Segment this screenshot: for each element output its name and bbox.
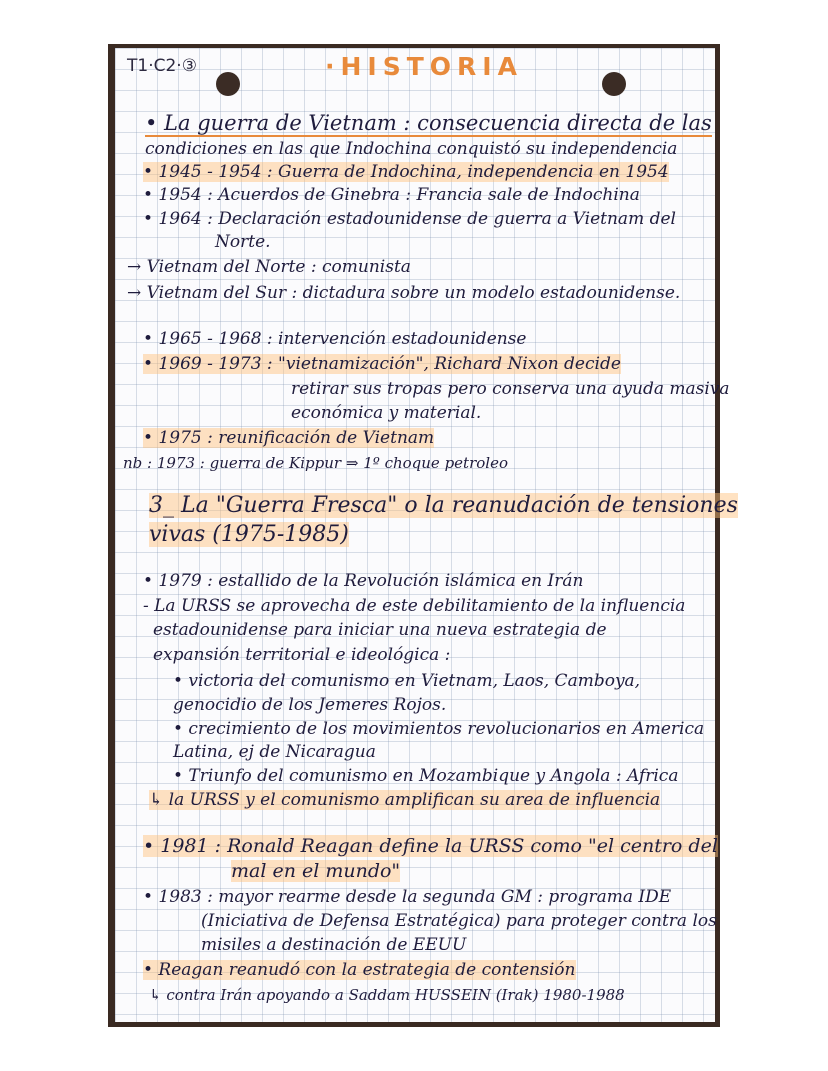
note-line: expansión territorial e ideológica : — [153, 645, 451, 665]
note-line: • 1964 : Declaración estadounidense de guerra a Vietnam del — [143, 209, 676, 229]
notebook-page — [115, 48, 738, 1022]
note-line: → Vietnam del Norte : comunista — [127, 257, 411, 277]
note-line: económica y material. — [291, 403, 482, 423]
note-line: • victoria del comunismo en Vietnam, Laos, Camboya, — [173, 671, 641, 691]
note-line: • 1981 : Ronald Reagan define la URSS como "el centro del — [143, 835, 718, 857]
note-line: ↳ la URSS y el comunismo amplifican su area de influencia — [149, 790, 661, 810]
note-line: • La guerra de Vietnam : consecuencia directa de las — [145, 111, 712, 135]
note-line: condiciones en las que Indochina conquistó su independencia — [145, 139, 678, 159]
note-line: → Vietnam del Sur : dictadura sobre un modelo estadounidense. — [127, 283, 681, 303]
note-line: • 1954 : Acuerdos de Ginebra : Francia sale de Indochina — [143, 185, 640, 205]
note-line: • Triunfo del comunismo en Mozambique y Angola : Africa — [173, 766, 679, 786]
note-line: (Iniciativa de Defensa Estratégica) para proteger contra los — [201, 911, 717, 931]
note-line: • 1965 - 1968 : intervención estadounidense — [143, 329, 527, 349]
section-heading: 3_ La "Guerra Fresca" o la reanudación de tensiones — [149, 493, 738, 518]
section-heading: vivas (1975-1985) — [149, 522, 349, 547]
note-line: - La URSS se aprovecha de este debilitamiento de la influencia — [143, 596, 686, 616]
page-title: ·HISTORIA — [325, 52, 523, 81]
note-line: mal en el mundo" — [231, 860, 401, 882]
note-line: • crecimiento de los movimientos revolucionarios en America — [173, 719, 705, 739]
note-line: Norte. — [215, 232, 271, 252]
note-line: ↳ contra Irán apoyando a Saddam HUSSEIN (Irak) 1980-1988 — [149, 986, 625, 1004]
page-code: T1·C2·③ — [127, 56, 197, 76]
note-line: genocidio de los Jemeres Rojos. — [173, 695, 447, 715]
note-line: retirar sus tropas pero conserva una ayuda masiva — [291, 379, 730, 399]
note-line: • 1945 - 1954 : Guerra de Indochina, independencia en 1954 — [143, 162, 669, 182]
note-line: misiles a destinación de EEUU — [201, 935, 467, 955]
note-line: • Reagan reanudó con la estrategia de contensión — [143, 960, 576, 980]
note-line: estadounidense para iniciar una nueva estrategia de — [153, 620, 607, 640]
binder-hole-left — [216, 72, 240, 96]
note-line: • 1969 - 1973 : "vietnamización", Richard Nixon decide — [143, 354, 621, 374]
note-line: Latina, ej de Nicaragua — [173, 742, 376, 762]
binder-hole-right — [602, 72, 626, 96]
note-line: • 1979 : estallido de la Revolución islámica en Irán — [143, 571, 584, 591]
note-line: • 1975 : reunificación de Vietnam — [143, 428, 435, 448]
note-line: • 1983 : mayor rearme desde la segunda GM : programa IDE — [143, 887, 672, 907]
note-line: nb : 1973 : guerra de Kippur ⇒ 1º choque petroleo — [123, 454, 508, 472]
